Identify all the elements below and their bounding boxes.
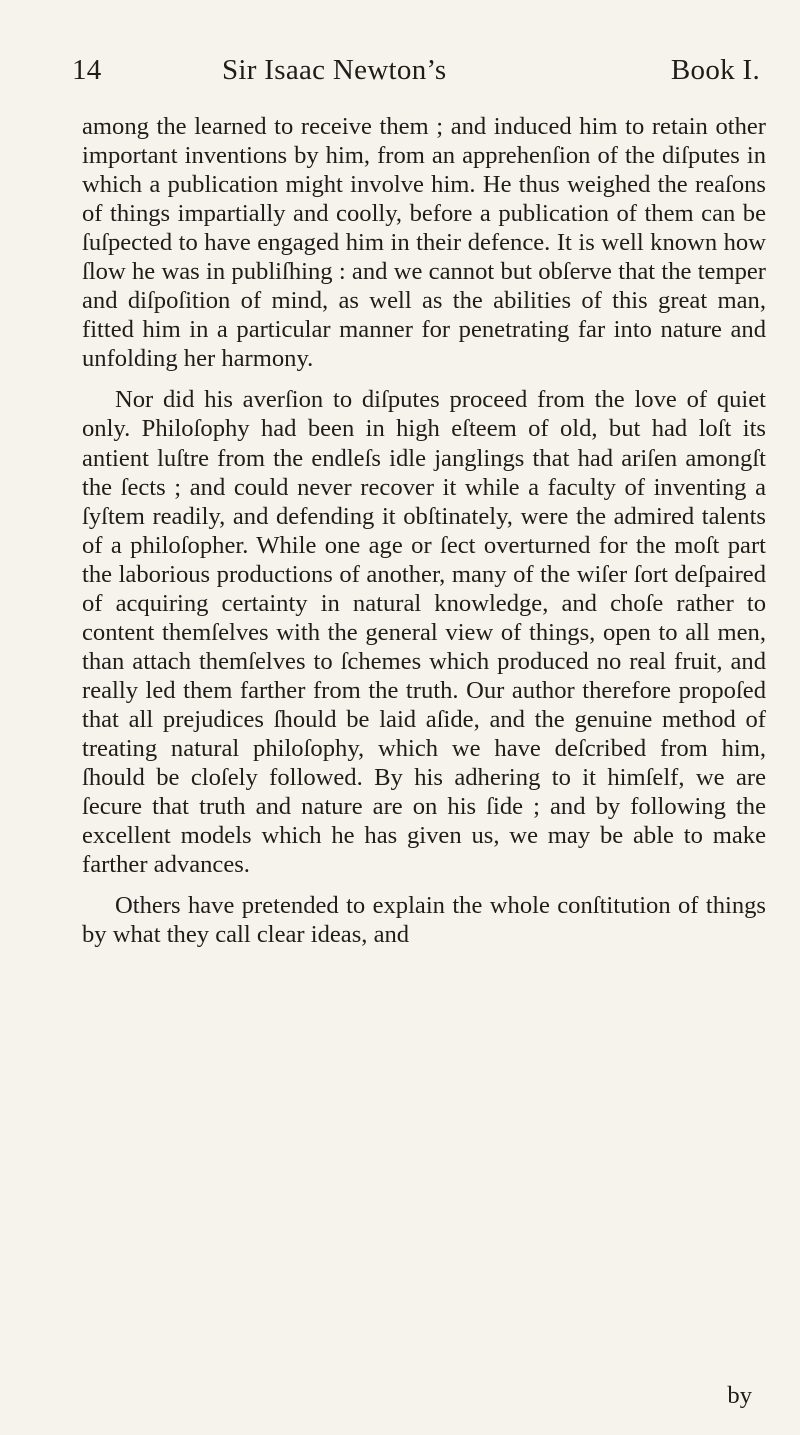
running-head	[72, 54, 760, 94]
running-title: Sir Isaac Newton’s	[222, 54, 447, 86]
paragraph: Nor did his averſion to diſputes proceed from the love of quiet only. Philoſophy had been in high eſteem of old, but had loſt its antient luſtre from the endleſs idle janglings that had ariſen amongſt the ſects ; and could never recover it while a faculty of inventing a ſyſtem readily, and defending it obſtinately, were the admired talents of a philoſopher. While one age or ſect overturned for the moſt part the laborious productions of another, many of the wiſer ſort deſpaired of acquiring certainty in natural knowledge, and choſe rather to content themſelves with the general view of things, open to all men, than attach themſelves to ſchemes which produced no real fruit, and really led them farther from the truth. Our author therefore propoſed that all prejudices ſhould be laid aſide, and the genuine method of treating natural philoſophy, which we have deſcribed from him, ſhould be cloſely followed. By his adhering to it himſelf, we are ſecure that truth and nature are on his ſide ; and by following the excellent models which he has given us, we may be able to make farther advances.	[82, 386, 766, 879]
paragraph: Others have pretended to explain the whole conſtitution of things by what they call clear ideas, and	[82, 892, 766, 949]
book-label: Book I.	[670, 54, 760, 86]
body-text	[82, 112, 766, 949]
page-number: 14	[72, 54, 102, 86]
paragraph-continued: among the learned to receive them ; and induced him to retain other important inventions by him, from an apprehenſion of the diſputes in which a publication might involve him. He thus weighed the reaſons of things impartially and coolly, before a publication of them can be ſuſpected to have engaged him in their defence. It is well known how ſlow he was in publiſhing : and we cannot but obſerve that the temper and diſpoſition of mind, as well as the abilities of this great man, fitted him in a particular manner for penetrating far into nature and unfolding her harmony.	[82, 113, 766, 373]
catchword: by	[727, 1382, 752, 1409]
